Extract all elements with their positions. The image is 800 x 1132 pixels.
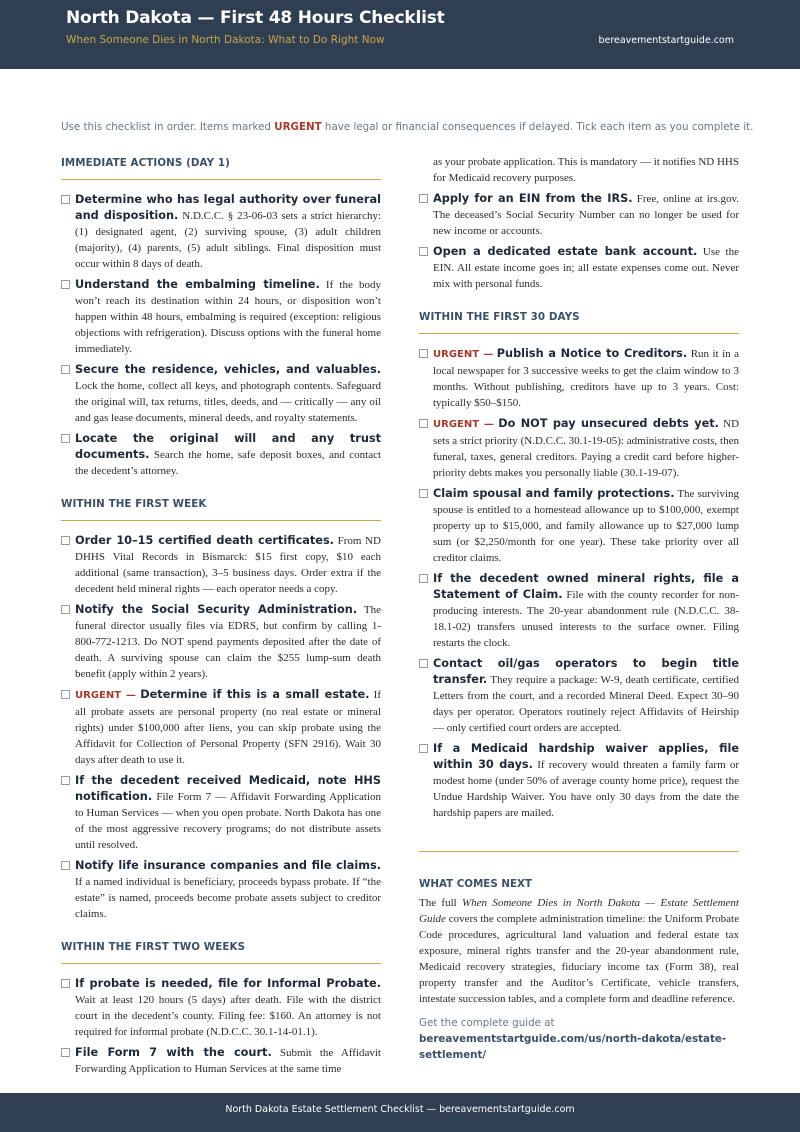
checklist-item	[61, 687, 381, 768]
checkbox[interactable]	[61, 979, 70, 988]
item-lead: Publish a Notice to Creditors.	[496, 347, 688, 360]
checklist-item	[61, 858, 381, 922]
item-lead: Open a dedicated estate bank account.	[433, 245, 698, 258]
item-body: If recovery would threaten a family farm or modest home (under 50% of average county home price), request the Undue Hardship Waiver. You have only 30 days from the date the hardship papers are mailed.	[433, 759, 740, 819]
checkbox[interactable]	[61, 605, 70, 614]
checklist-item	[61, 773, 381, 853]
checkbox[interactable]	[61, 861, 70, 870]
item-body: If all probate assets are personal property (no real estate or mineral rights) under $100,000 after liens, you can skip probate using the Affidavit for Collection of Personal Property (SFN 2916). Wait 30 days after death to use it.	[75, 689, 381, 766]
item-lead: Do NOT pay unsecured debts yet.	[498, 417, 719, 430]
checklist-item	[61, 1045, 381, 1077]
checkbox[interactable]	[419, 574, 428, 583]
intro-urgent-word: URGENT	[274, 121, 322, 133]
item-lead: If a Medicaid hardship waiver applies, file within 30 days.	[433, 742, 739, 771]
section-heading-week1: WITHIN THE FIRST WEEK	[61, 494, 381, 521]
checkbox[interactable]	[61, 365, 70, 374]
checklist-week1	[61, 533, 381, 922]
section-heading-week2: WITHIN THE FIRST TWO WEEKS	[61, 937, 381, 964]
item-body: From ND DHHS Vital Records in Bismarck: $15 first copy, $10 each additional (same transaction), 3–5 business days. Order extra if the decedent held mineral rights — each operator needs a copy.	[75, 535, 381, 595]
item-body: Free, online at irs.gov. The deceased’s Social Security Number can no longer be used for new income or accounts.	[433, 193, 740, 237]
checkbox[interactable]	[61, 280, 70, 289]
guide-title: When Someone Dies in North Dakota — Estate Settlement Guide	[419, 897, 739, 925]
checklist-item	[61, 602, 381, 682]
checklist-item	[419, 571, 739, 651]
divider	[419, 851, 739, 852]
checkbox[interactable]	[61, 690, 70, 699]
item-lead: Secure the residence, vehicles, and valuables.	[75, 363, 381, 376]
page-footer: North Dakota Estate Settlement Checklist — bereavementstartguide.com	[0, 1093, 800, 1132]
item-body: Wait at least 120 hours (5 days) after death. File with the district court in the decedent’s county. Filing fee: $160. An attorney is not required for informal probate (N.D.C.C. 30.1-14-01.1).	[75, 994, 381, 1038]
next-prefix: The full	[419, 897, 462, 909]
urgent-tag: URGENT —	[75, 690, 137, 701]
checkbox[interactable]	[61, 1048, 70, 1057]
checkbox[interactable]	[419, 247, 428, 256]
checklist-day30	[419, 346, 739, 821]
checkbox[interactable]	[61, 776, 70, 785]
item-lead: Locate the original will and any trust documents.	[75, 432, 381, 461]
checklist-item-continuation: as your probate application. This is mandatory — it notifies ND HHS for Medicaid recovery purposes.	[433, 156, 739, 184]
checkbox[interactable]	[419, 489, 428, 498]
checklist-item	[419, 191, 739, 239]
item-body: If the body won’t reach its destination within 24 hours, or disposition won’t happen within 48 hours, embalming is required (exception: religious objections with refrigeration). Discuss options with the funeral home immediately.	[75, 279, 381, 355]
next-body-text: covers the complete administration timeline: the Uniform Probate Code procedures, agricultural land valuation and federal estate tax exposure, mineral rights transfer and the 20-year abandonment rule, Medicaid recovery strategies, fiduciary income tax (Form 38), real property transfer and the Auditor’s Certificate, vehicle transfers, intestate succession tables, and a complete form and deadline reference.	[419, 913, 739, 1005]
item-body: Run it in a local newspaper for 3 successive weeks to get the claim window to 3 months. Without publishing, creditors have up to 3 years. Cost: typically $50–$150.	[433, 348, 740, 409]
item-lead: Notify life insurance companies and file claims.	[75, 859, 381, 872]
item-lead: Understand the embalming timeline.	[75, 278, 320, 291]
checklist-item	[419, 656, 739, 736]
checklist-item	[61, 533, 381, 597]
checklist-item	[419, 346, 739, 411]
checkbox[interactable]	[419, 349, 428, 358]
header-site-link[interactable]: bereavementstartguide.com	[598, 35, 734, 46]
checkbox[interactable]	[419, 194, 428, 203]
guide-link[interactable]: bereavementstartguide.com/us/north-dakota/estate-settlement/	[419, 1033, 727, 1061]
checkbox[interactable]	[61, 434, 70, 443]
intro-after: have legal or financial consequences if delayed. Tick each item as you complete it.	[321, 121, 754, 133]
checklist-item	[61, 277, 381, 357]
checklist-week2	[61, 976, 381, 1077]
item-lead: Determine who has legal authority over funeral and disposition.	[75, 193, 381, 222]
item-body: ND sets a strict priority (N.D.C.C. 30.1-19-05): administrative costs, then funeral, taxes, general creditors. Paying a credit card before higher-priority debts makes you personally liable (30.1-19-07).	[433, 418, 740, 479]
section-heading-day30: WITHIN THE FIRST 30 DAYS	[419, 307, 739, 334]
item-body: Use the EIN. All estate income goes in; all estate expenses come out. Never mix with personal funds.	[433, 246, 739, 290]
item-lead: Determine if this is a small estate.	[140, 688, 370, 701]
checklist-item	[61, 431, 381, 479]
item-lead: Notify the Social Security Administration.	[75, 603, 358, 616]
item-lead: If probate is needed, file for Informal Probate.	[75, 977, 381, 990]
item-lead: If the decedent received Medicaid, note HHS notification.	[75, 774, 381, 803]
next-heading: WHAT COMES NEXT	[419, 878, 532, 890]
checklist-item	[419, 416, 739, 481]
checkbox[interactable]	[419, 744, 428, 753]
item-lead: Order 10–15 certified death certificates.	[75, 534, 334, 547]
checklist-day1	[61, 192, 381, 479]
page-subtitle: When Someone Dies in North Dakota: What to Do Right Now	[66, 34, 385, 46]
item-body: File with the county recorder for non-producing interests. The 20-year abandonment rule (N.D.C.C. 38-18.1-02) transfers unused interests to the surface owner. Filing restarts the clock.	[433, 589, 739, 649]
checklist-item	[61, 192, 381, 272]
next-body	[419, 895, 739, 1007]
checklist-item	[419, 741, 739, 821]
section-heading-day1: IMMEDIATE ACTIONS (DAY 1)	[61, 153, 381, 180]
item-lead: Apply for an EIN from the IRS.	[433, 192, 633, 205]
checklist-item	[419, 244, 739, 292]
checkbox[interactable]	[419, 659, 428, 668]
page-title: North Dakota — First 48 Hours Checklist	[66, 8, 445, 28]
item-body: Submit the Affidavit Forwarding Application to Human Services at the same time	[75, 1047, 381, 1075]
checkbox[interactable]	[61, 536, 70, 545]
item-lead: File Form 7 with the court.	[75, 1046, 272, 1059]
right-column	[419, 154, 739, 1063]
item-body: The funeral director usually files via EDRS, but confirm by calling 1-800-772-1213. Do NOT spend payments deposited after the date of death. A surviving spouse can claim the $255 lump-sum death benefit (apply within 2 years).	[75, 604, 381, 680]
page-header	[0, 0, 800, 69]
item-body: The surviving spouse is entitled to a homestead allowance up to $100,000, exempt property up to $15,000, and family allowance up to $27,000 lump sum (or $2,250/month for one year). These take priority over all creditor claims.	[433, 488, 739, 564]
item-lead: If the decedent owned mineral rights, file a Statement of Claim.	[433, 572, 739, 601]
checkbox[interactable]	[61, 195, 70, 204]
item-body: Lock the home, collect all keys, and photograph contents. Safeguard the original will, tax returns, titles, deeds, and — critically — any oil and gas lease documents, mineral deeds, and royalty statements.	[75, 380, 381, 424]
item-body: If a named individual is beneficiary, proceeds bypass probate. If “the estate” is named, proceeds become probate assets subject to creditor claims.	[75, 876, 381, 920]
checklist-item	[61, 362, 381, 426]
item-lead: Claim spousal and family protections.	[433, 487, 675, 500]
item-lead: Contact oil/gas operators to begin title transfer.	[433, 657, 739, 686]
item-body: They require a package: W-9, death certificate, certified Letters from the court, and a recorded Mineral Deed. Expect 30–90 days per operator. Operators routinely reject Affidavits of Heirship — only certified court orders are accepted.	[433, 674, 739, 734]
checklist-item	[419, 486, 739, 566]
next-cta: Get the complete guide at	[419, 1017, 555, 1029]
item-body: N.D.C.C. § 23-06-03 sets a strict hierarchy: (1) designated agent, (2) surviving spouse, (3) adult children (majority), (4) parents, (5) adult siblings. Final disposition must occur within 8 days of death.	[75, 210, 382, 270]
checklist-item	[61, 976, 381, 1040]
intro-before: Use this checklist in order. Items marked	[61, 121, 275, 133]
left-column	[61, 153, 381, 1082]
intro-text	[61, 121, 754, 133]
urgent-tag: URGENT —	[433, 349, 494, 360]
checklist-week2-right	[419, 191, 739, 292]
urgent-tag: URGENT —	[433, 419, 494, 430]
item-body: Search the home, safe deposit boxes, and contact the decedent’s attorney.	[75, 449, 382, 477]
checkbox[interactable]	[419, 419, 428, 428]
item-body: File Form 7 — Affidavit Forwarding Application to Human Services — when you open probate. North Dakota has one of the most aggressive recovery programs; do not distribute assets until resolved.	[75, 791, 382, 851]
